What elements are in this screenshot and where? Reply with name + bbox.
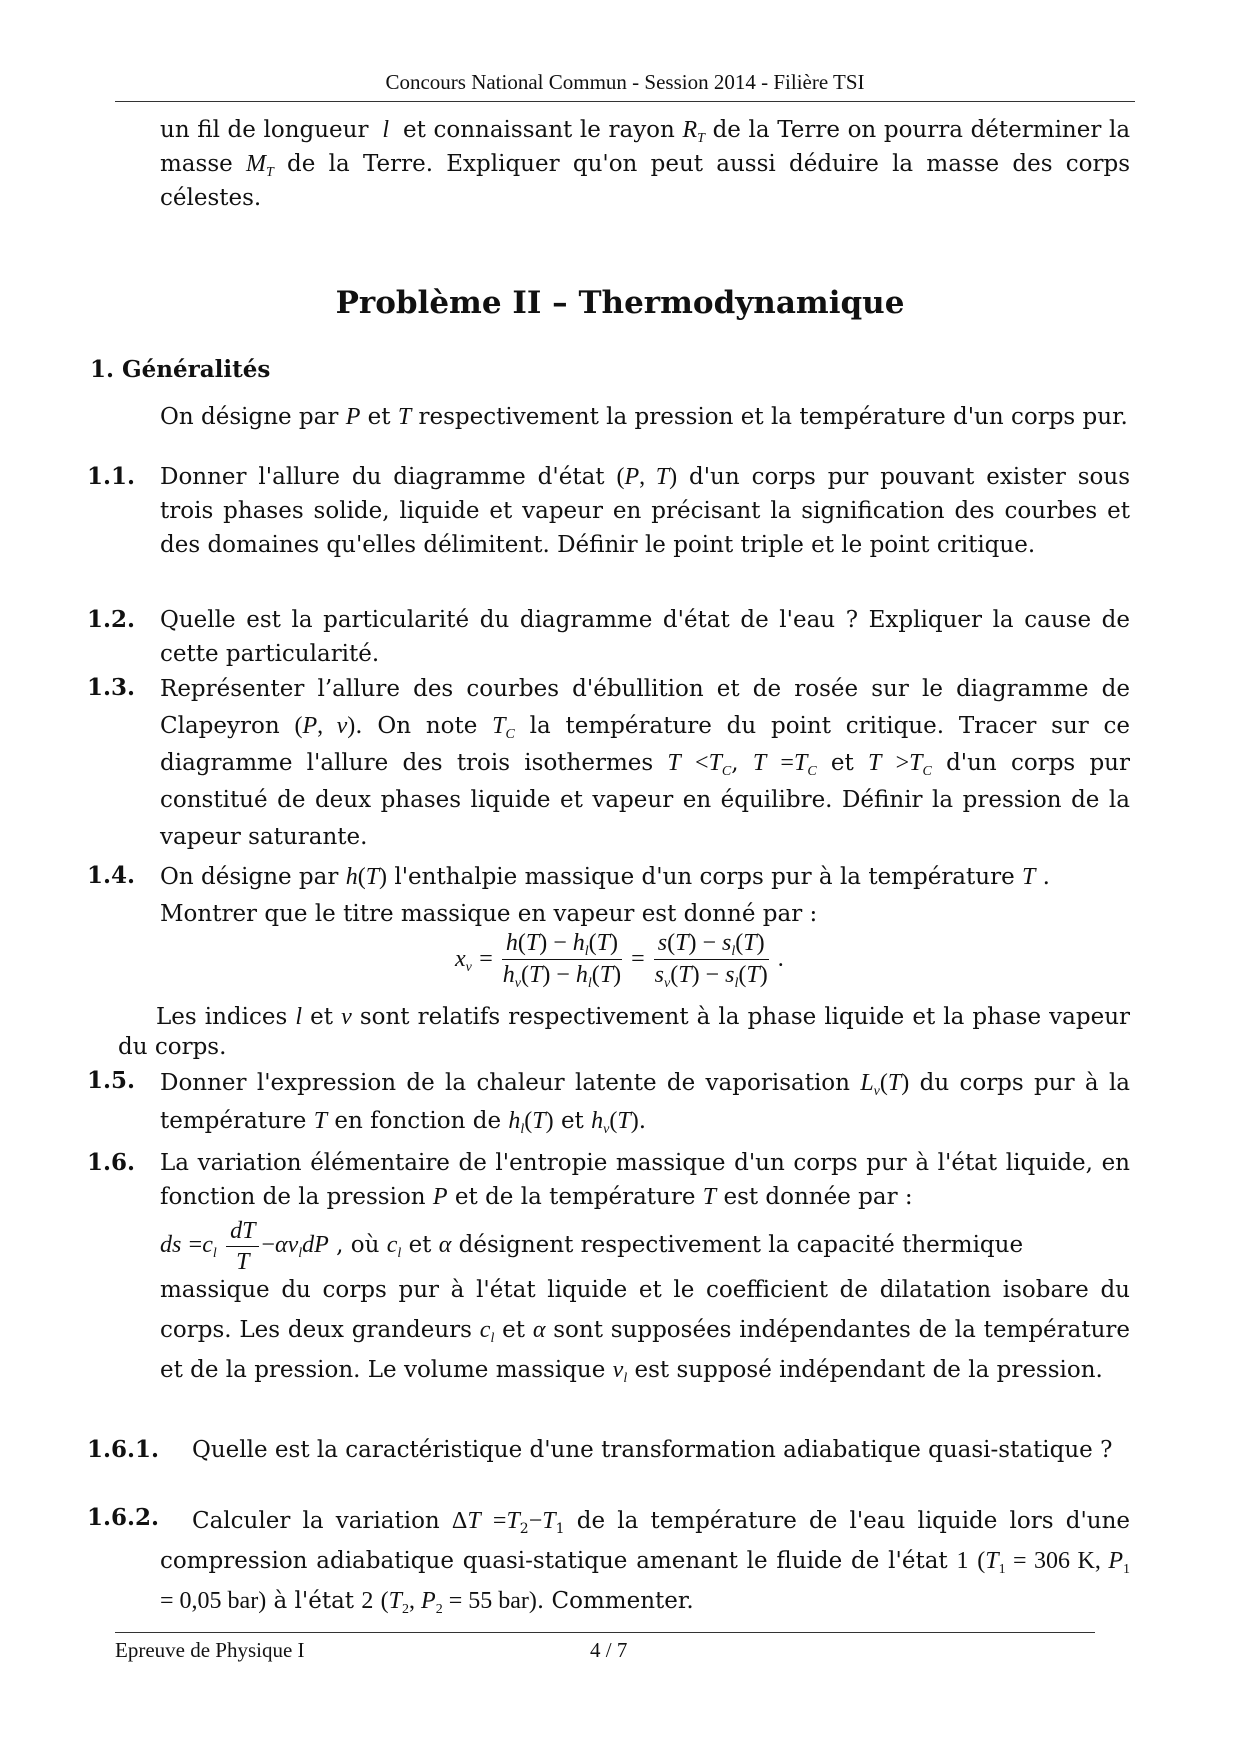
footer-rule bbox=[115, 1632, 1095, 1633]
question-number-1-4: 1.4. bbox=[87, 862, 136, 889]
enthalpy-fraction: $\frac{h(T) - h_l(T)}{h_v(T) - h_l(T)}$ bbox=[502, 930, 622, 991]
question-1-6-2: Calculer la variation $\Delta T =T_2-T_1$ de la température de l'eau liquide lors d'une compression adiabatique quasi-statique amenant le fluide de l'état 1 ($T_1 = 306$ K, $P_1 = 0,05$ bar) à l'état 2 ($T_2$, $P_2 = 55$ bar). Commenter. bbox=[160, 1508, 1131, 1617]
question-1-6-1: Quelle est la caractéristique d'une transformation adiabatique quasi-statique ? bbox=[192, 1437, 1113, 1463]
vapor-fraction-formula: $x_v$ = $\frac{h(T) - h_l(T)}{h_v(T) - h_l(T)}$ = $\frac{s(T) - s_l(T)}{s_v(T) - s_l(T)}$ . bbox=[455, 930, 784, 991]
section-intro: On désigne par P et T respectivement la pression et la température d'un corps pur. bbox=[160, 404, 1128, 430]
question-1-6-part2: ds $=c_l$ $\frac{dT}{T}$ $-\alpha v_ldP$ , où $c_l$ et α désignent respectivement la capacité thermique bbox=[160, 1217, 1024, 1275]
question-number-1-5: 1.5. bbox=[87, 1067, 136, 1094]
question-number-1-1: 1.1. bbox=[87, 463, 136, 490]
entropy-fraction: $\frac{s(T) - s_l(T)}{s_v(T) - s_l(T)}$ bbox=[654, 930, 768, 991]
question-1-1: Donner l'allure du diagramme d'état (P, T) d'un corps pur pouvant exister sous trois phases solide, liquide et vapeur en précisant la signification des courbes et des domaines qu'elles délimitent. Définir le point triple et le point critique. bbox=[160, 464, 1131, 558]
question-1-6-part3: massique du corps pur à l'état liquide et le coefficient de dilatation isobare du corps. Les deux grandeurs $c_l$ et α sont supposées indépendantes de la température et de la pression. Le volume massique $v_l$ est supposé indépendant de la pression. bbox=[160, 1277, 1131, 1386]
question-number-1-3: 1.3. bbox=[87, 674, 136, 701]
question-number-1-6: 1.6. bbox=[87, 1149, 136, 1176]
question-1-5: Donner l'expression de la chaleur latente de vaporisation $L_v(T)$ du corps pur à la température T en fonction de $h_l(T)$ et $h_v(T)$. bbox=[160, 1070, 1131, 1137]
question-1-3: Représenter l’allure des courbes d'ébullition et de rosée sur le diagramme de Clapeyron (P, v). On note $T_C$ la température du point critique. Tracer sur ce diagramme l'allure des trois isothermes $T <T_C$, $T =T_C$ et $T >T_C$ d'un corps pur constitué de deux phases liquide et vapeur en équilibre. Définir la pression de la vapeur saturante. bbox=[160, 676, 1131, 850]
section-title: 1. Généralités bbox=[90, 356, 271, 383]
question-number-1-6-1: 1.6.1. bbox=[87, 1436, 160, 1463]
footer-exam-name: Epreuve de Physique I bbox=[115, 1638, 305, 1662]
dT-over-T: $\frac{dT}{T}$ bbox=[226, 1218, 259, 1275]
page-number: 4 / 7 bbox=[590, 1638, 628, 1662]
question-1-4: On désigne par h(T) l'enthalpie massique d'un corps pur à la température T . Montrer que le titre massique en vapeur est donné par : bbox=[160, 864, 1050, 927]
question-number-1-6-2: 1.6.2. bbox=[87, 1504, 160, 1531]
question-number-1-2: 1.2. bbox=[87, 606, 136, 633]
problem-title: Problème II – Thermodynamique bbox=[335, 285, 905, 321]
question-1-2: Quelle est la particularité du diagramme d'état de l'eau ? Expliquer la cause de cette particularité. bbox=[160, 607, 1130, 667]
indices-note: Les indices l et v sont relatifs respectivement à la phase liquide et la phase vapeur du corps. bbox=[118, 1004, 1130, 1060]
page-header: Concours National Commun - Session 2014 - Filière TSI bbox=[385, 70, 865, 94]
intro-paragraph: un fil de longueur l et connaissant le rayon $R_T$ de la Terre on pourra déterminer la masse $M_T$ de la Terre. Expliquer qu'on peut aussi déduire la masse des corps célestes. bbox=[160, 117, 1131, 211]
header-rule bbox=[115, 101, 1135, 102]
question-1-6-part1: La variation élémentaire de l'entropie massique d'un corps pur à l'état liquide, en fonction de la pression P et de la température T est donnée par : bbox=[160, 1150, 1130, 1210]
